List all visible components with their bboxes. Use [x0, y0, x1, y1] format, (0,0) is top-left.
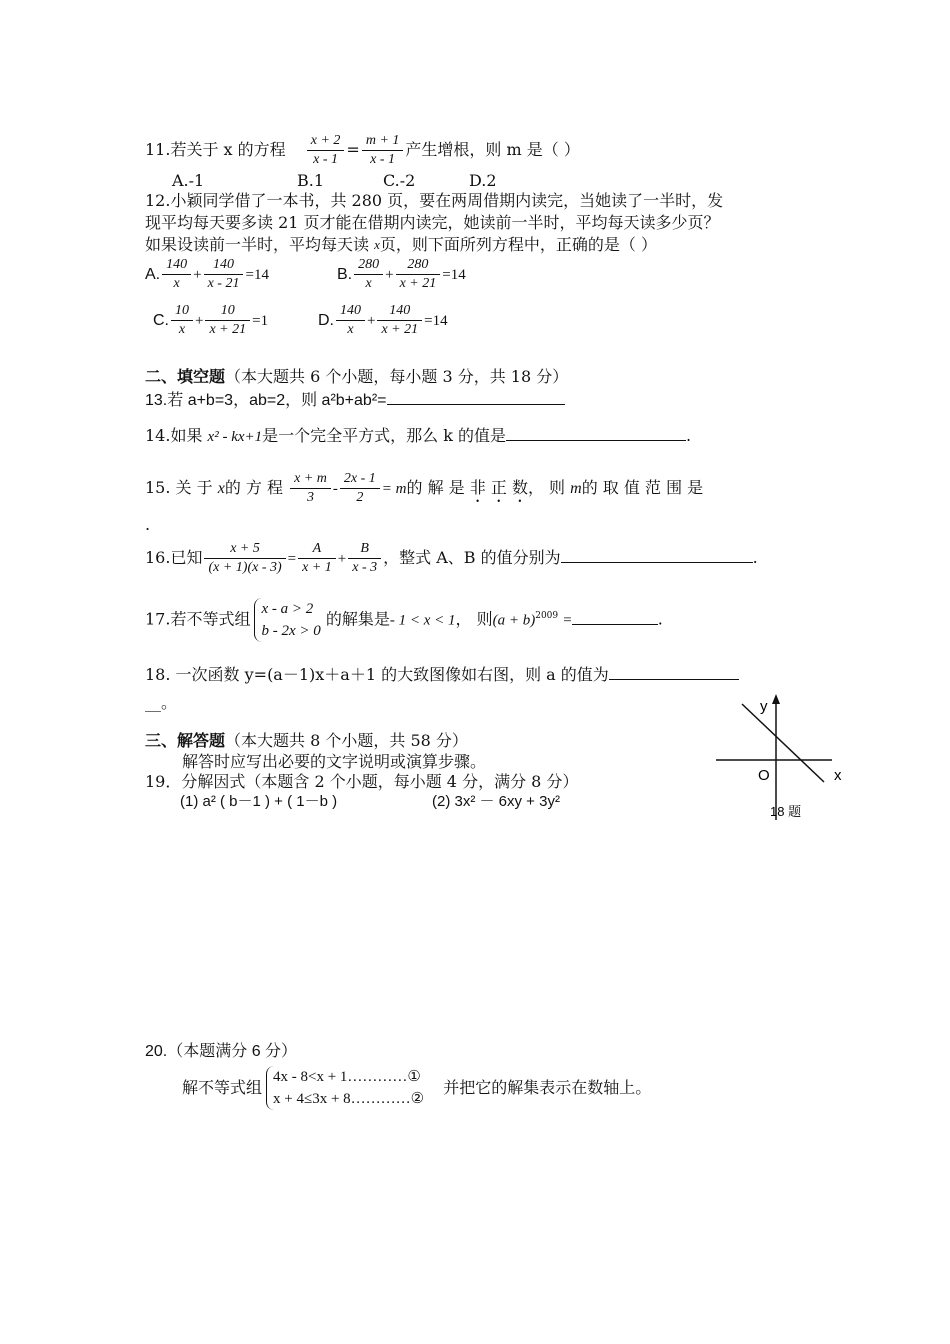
q15-emphasis: 非 正 数 — [469, 478, 528, 497]
q20-body: 解不等式组 4x - 8<x + 1…………① x + 4≤3x + 8…………② 并把它的解集表示在数轴上。 — [182, 1066, 651, 1110]
q12-line-1: 12.小颖同学借了一本书，共 280 页，要在两周借期内读完，当她读了一半时，发 — [145, 191, 724, 210]
q11-options — [172, 170, 497, 192]
q19-title: 19．分解因式（本题含 2 个小题，每小题 4 分，满分 8 分） — [145, 772, 579, 791]
q11-fraction-2: $\frac{m + 1}{x - 1}$ — [362, 132, 404, 169]
q15-tail: . — [145, 515, 151, 534]
q13-line: 13.若 a+b=3，ab=2，则 a²b+ab²= — [145, 390, 565, 412]
y-axis-arrow — [772, 694, 780, 704]
q12-option-a: A. $\frac{140}{x}$ + $\frac{140}{x - 21}$ =14 — [145, 257, 269, 291]
q11-option-a: A.-1 — [172, 171, 205, 190]
q16-fraction-2: $\frac{B}{x - 3}$ — [348, 540, 381, 577]
q11-text-a: 11.若关于 x 的方程 — [145, 140, 286, 159]
section-3-desc: （本大题共 8 个小题，共 58 分） — [225, 731, 468, 750]
q17-inequality-system: x - a > 2 b - 2x > 0 — [254, 598, 320, 642]
q19-part-1: (1) a² ( b－1 ) + ( 1－b ) — [180, 793, 338, 810]
q12-option-c: C. $\frac{10}{x}$ + $\frac{10}{x + 21}$ =1 — [153, 303, 269, 337]
q11-equals: = — [346, 140, 360, 159]
origin-label: O — [758, 767, 770, 784]
x-axis-label: x — [834, 767, 842, 784]
q19-parts — [180, 791, 560, 813]
q16-fraction-1: $\frac{A}{x + 1}$ — [298, 540, 336, 577]
function-line — [742, 704, 824, 782]
q13-answer-blank[interactable] — [387, 404, 565, 405]
q20-title: 20.（本题满分 6 分） — [145, 1043, 298, 1060]
q12-option-b: B. $\frac{280}{x}$ + $\frac{280}{x + 21}$ =14 — [337, 257, 466, 291]
q15-fraction-1: $\frac{x + m}{3}$ — [290, 470, 331, 507]
q14-answer-blank[interactable] — [506, 440, 686, 441]
q19-part-2: (2) 3x² － 6xy + 3y² — [432, 793, 560, 810]
q16-line: 16.已知 $\frac{x + 5}{(x + 1)(x - 3)}$ = $\frac{A}{x + 1}$ + $\frac{B}{x - 3}$ ，整式 A、B 的值分别为 . — [145, 541, 758, 575]
q18-line-1: 18. 一次函数 y=(a－1)x＋a＋1 的大致图像如右图，则 a 的值为 — [145, 664, 739, 686]
q11-option-b: B.1 — [297, 171, 325, 190]
q14-line: 14.如果 x² - kx+1是一个完全平方式，那么 k 的值是 . — [145, 426, 692, 445]
q16-fraction-0: $\frac{x + 5}{(x + 1)(x - 3)}$ — [204, 540, 285, 577]
q14-expression: x² - kx+1 — [207, 429, 263, 445]
section-2-desc: （本大题共 6 个小题，每小题 3 分，共 18 分） — [225, 367, 569, 386]
q12-line-2: 现平均每天要多读 21 页才能在借期内读完，她读前一半时，平均每天读多少页？ — [145, 213, 720, 232]
q18-answer-blank[interactable] — [609, 679, 739, 680]
q20-inequality-system: 4x - 8<x + 1…………① x + 4≤3x + 8…………② — [266, 1066, 424, 1110]
section-3-title: 三、解答题 — [145, 731, 226, 750]
q11-option-d: D.2 — [469, 171, 497, 190]
graph-caption: 18 题 — [770, 804, 802, 819]
q12-line-3: 如果设读前一半时，平均每天读 $^x$页，则下面所列方程中，正确的是（ ） — [145, 235, 657, 254]
q12-var-x: x — [374, 237, 380, 252]
section-2-heading — [145, 366, 568, 388]
q15-fraction-2: $\frac{2x - 1}{2}$ — [340, 470, 380, 507]
q11-fraction-1: $\frac{x + 2}{x - 1}$ — [307, 132, 345, 169]
q15-line: 15. 关 于 x的 方 程 $\frac{x + m}{3}$ - $\frac{2x - 1}{2}$ = m的 解 是 非 正 数， 则 m的 取 值 范 围 是 — [145, 471, 704, 505]
q18-graph — [712, 692, 852, 824]
section-3-note: 解答时应写出必要的文字说明或演算步骤。 — [182, 752, 487, 771]
y-axis-label: y — [760, 698, 768, 715]
section-3-heading — [145, 730, 468, 752]
q11-text-b: 产生增根，则 m 是（ ） — [405, 140, 580, 159]
q17-line: 17.若不等式组 x - a > 2 b - 2x > 0 的解集是- 1 < x < 1， 则$(a + b)^{2009}$ = . — [145, 598, 663, 642]
q16-answer-blank[interactable] — [561, 562, 753, 563]
section-2-title: 二、填空题 — [145, 367, 226, 386]
q11-option-c: C.-2 — [383, 171, 416, 190]
q17-answer-blank[interactable] — [572, 624, 658, 625]
q12-option-d: D. $\frac{140}{x}$ + $\frac{140}{x + 21}$ =14 — [318, 303, 448, 337]
q18-line-2: __。 — [145, 693, 178, 712]
q11-line — [145, 132, 580, 169]
